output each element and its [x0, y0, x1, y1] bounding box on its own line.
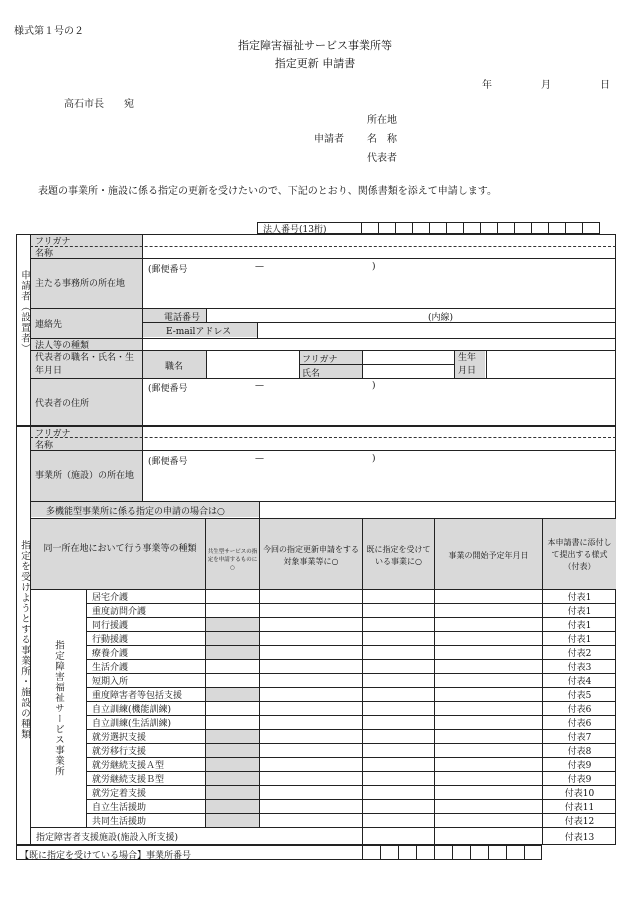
application-form-page: 様式第１号の２ 指定障害福祉サービス事業所等 指定更新 申請書 年 月 日 高石市長 宛 所在地 申請者 名 称 代表者 表題の事業所・施設に係る指定の更新を受けたいので、下記のとおり、関係書類を添えて申請します。 法人番号(13桁) 申請者（設置者） フリガナ 名称 主たる事務所の所在地 (郵便番号 — ) 連絡先 電話番号 (内線) E-mailアドレス 法人等の種類 代表者の職名・氏名・生年月日 職名 フリガナ 氏名 生年月日 代表者の住所 (郵便番号 — ) 指定を受けようとする事業所・施設の種類 フリガナ 名称 事業所（施設）の所在地 (郵便番号 — ) 多機能型事業所に係る指定の申請の場合は○ 同一所在地において行う事業等の種類 共生型サービスの指定を申請するものに○ 今回の指定更新申請をする対象事業等に○ 既に指定を受けている事業に○ 事業の開始予定年月日 本申請書に添付して提出する様式（付表） 居宅介護 付表1 重度訪問介護 付表1 同行援護 付表1 行動援護 付表1 療養介護 付表2 生活介護 付表3 短期入所 付表4 重度障害者等包括支援 付表5 自立訓練(機能訓練) 付表6 自立訓練(生活訓練) 付表6 就労選択支援 付表7 就労移行支援 付表8 就労継続支援Ａ型 付表9 就労継続支援Ｂ型 付表9 就労定着支援 付表10 自立生活援助 付表11 共同生活援助 付表12 指定障害福祉サービス事業所 指定障害者支援施設(施設入所支援) 付表13 【既に指定を受けている場合】事業所番号	[0, 0, 630, 903]
service-name: 同行援護	[92, 621, 129, 631]
service-name: 短期入所	[92, 677, 129, 687]
postal-label: (郵便番号	[148, 265, 188, 275]
rep-name-label: 氏名	[302, 369, 321, 379]
col-shared-header: 共生型サービスの指定を申請するものに○	[207, 549, 258, 571]
service-name: 行動援護	[92, 635, 129, 645]
service-name: 生活介護	[92, 663, 129, 673]
service-form: 付表4	[567, 677, 592, 687]
office-address-label: 主たる事務所の所在地	[35, 278, 126, 289]
birth-label: 生年月日	[458, 353, 477, 376]
service-name: 重度障害者等包括支援	[92, 691, 183, 701]
service-name: 自立生活援助	[92, 803, 147, 813]
service-form: 付表5	[567, 691, 592, 701]
facility-form-label: 付表13	[564, 833, 595, 843]
rep-furigana-label: フリガナ	[302, 355, 338, 365]
col-start-header: 事業の開始予定年月日	[448, 551, 529, 560]
service-form: 付表1	[567, 607, 592, 617]
service-form: 付表9	[567, 761, 592, 771]
service-form: 付表9	[567, 775, 592, 785]
applicant-name-label: 名 称	[367, 134, 397, 145]
service-form: 付表11	[564, 803, 595, 813]
service-form: 付表1	[567, 635, 592, 645]
addressee: 高石市長 宛	[64, 99, 134, 110]
service-name: 居宅介護	[92, 593, 129, 603]
facility-furigana-label: フリガナ	[35, 428, 71, 439]
section2-vertical-label: 指定を受けようとする事業所・施設の種類	[19, 540, 30, 740]
service-form: 付表6	[567, 719, 592, 729]
service-form: 付表1	[567, 621, 592, 631]
existing-number-label: 【既に指定を受けている場合】事業所番号	[20, 851, 192, 861]
extension-label: (内線)	[428, 313, 454, 323]
service-form: 付表6	[567, 705, 592, 715]
facility-name-label: 名称	[35, 440, 54, 451]
service-name: 就労継続支援Ｂ型	[92, 775, 165, 785]
date-day: 日	[600, 80, 610, 91]
applicant-label: 申請者	[314, 134, 344, 145]
corp-type-label: 法人等の種類	[35, 341, 90, 351]
phone-label: 電話番号	[164, 313, 201, 323]
service-name: 就労選択支援	[92, 733, 147, 743]
service-form: 付表1	[567, 593, 592, 603]
service-group-label: 指定障害福祉サービス事業所	[53, 640, 64, 777]
service-name: 自立訓練(機能訓練)	[92, 705, 172, 715]
col-type-header: 同一所在地において行う事業等の種類	[43, 544, 197, 554]
furigana-label: フリガナ	[35, 237, 71, 247]
service-name: 就労定着支援	[92, 789, 147, 799]
multi-function-label: 多機能型事業所に係る指定の申請の場合は○	[46, 507, 225, 517]
date-month: 月	[541, 80, 551, 91]
col-previous-header: 今回の指定更新申請をする対象事業等に○	[263, 545, 359, 566]
contact-label: 連絡先	[35, 320, 63, 330]
service-name: 療養介護	[92, 649, 129, 659]
service-name: 就労継続支援Ａ型	[92, 761, 165, 771]
form-number: 様式第１号の２	[14, 26, 84, 37]
service-form: 付表8	[567, 747, 592, 757]
service-name: 重度訪問介護	[92, 607, 147, 617]
col-attach-header: 本申請書に添付して提出する様式（付表）	[547, 538, 612, 571]
service-form: 付表2	[567, 649, 592, 659]
title-line2: 指定更新 申請書	[274, 57, 356, 70]
intro-text: 表題の事業所・施設に係る指定の更新を受けたいので、下記のとおり、関係書類を添えて申請します。	[38, 186, 497, 197]
title-line1: 指定障害福祉サービス事業所等	[238, 39, 392, 52]
rep-address-label: 代表者の住所	[35, 398, 90, 409]
job-title-label: 職名	[165, 362, 184, 372]
name-label: 名称	[35, 249, 54, 259]
service-form: 付表7	[567, 733, 592, 743]
service-form: 付表3	[567, 663, 592, 673]
facility-address-label: 事業所（施設）の所在地	[35, 471, 135, 481]
date-year: 年	[482, 80, 492, 91]
applicant-representative-label: 代表者	[367, 153, 397, 164]
corp-number-label: 法人番号(13桁)	[263, 225, 327, 235]
service-name: 就労移行支援	[92, 747, 147, 757]
service-form: 付表10	[564, 789, 595, 799]
facility-type-label: 指定障害者支援施設(施設入所支援)	[36, 833, 179, 843]
service-name: 自立訓練(生活訓練)	[92, 719, 172, 729]
applicant-location-label: 所在地	[367, 115, 397, 126]
service-name: 共同生活援助	[92, 817, 147, 827]
service-form: 付表12	[564, 817, 595, 827]
email-label: E-mailアドレス	[166, 327, 232, 337]
rep-info-label: 代表者の職名・氏名・生年月日	[35, 352, 135, 376]
section1-vertical-label: 申請者（設置者）	[19, 270, 30, 354]
col-existing-header: 既に指定を受けている事業に○	[366, 545, 431, 566]
